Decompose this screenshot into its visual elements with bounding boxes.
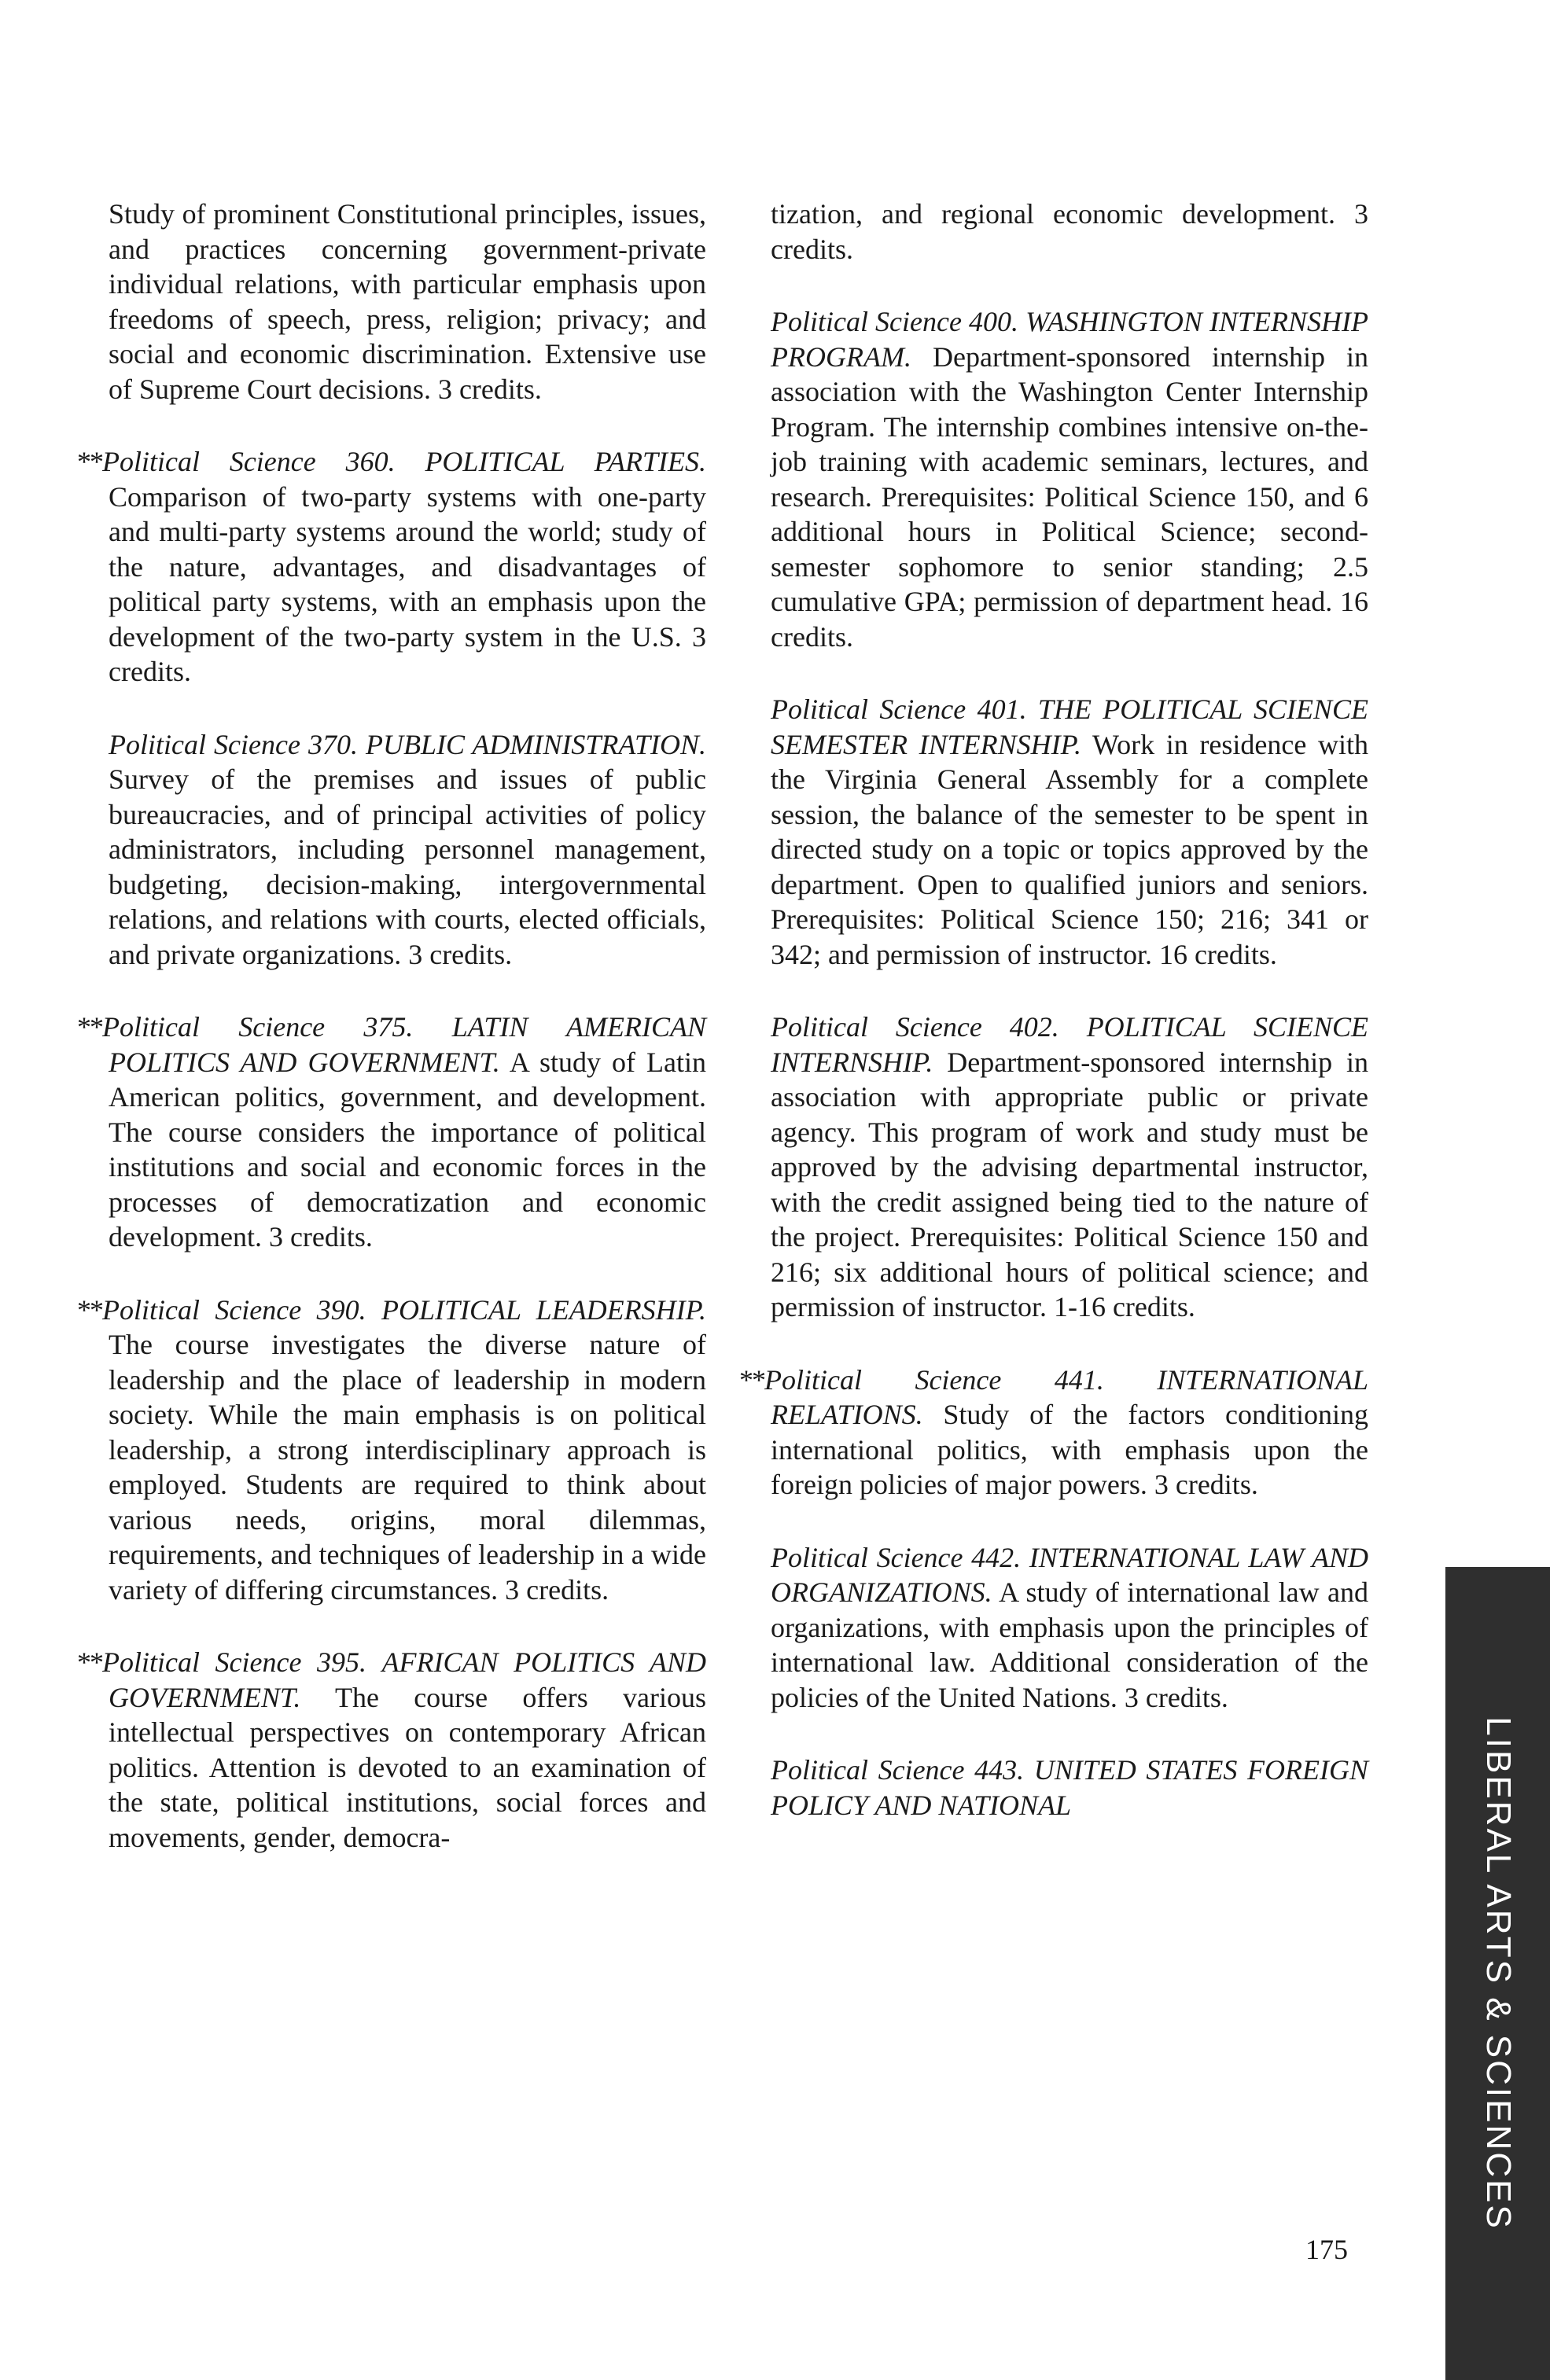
course-title: THE POLITICAL SCIENCE SEMESTER INTERNSHIP. bbox=[771, 693, 1368, 760]
course-title: POLITICAL PARTIES. bbox=[425, 446, 706, 477]
course-title: UNITED STATES FOREIGN POLICY AND NATIONAL bbox=[771, 1754, 1368, 1821]
course-entry-polisci-401 bbox=[771, 692, 1368, 972]
course-number: Political Science 402. bbox=[771, 1011, 1059, 1043]
course-title: WASHINGTON INTERNSHIP PROGRAM. bbox=[771, 306, 1368, 373]
starred-marker: ** bbox=[739, 1363, 764, 1396]
left-column bbox=[77, 197, 707, 1893]
starred-marker: ** bbox=[77, 1011, 102, 1043]
course-entry-polisci-402 bbox=[771, 1010, 1368, 1325]
course-number: Political Science 395. bbox=[102, 1646, 366, 1678]
course-title: LATIN AMERICAN POLITICS AND GOVERNMENT. bbox=[109, 1011, 706, 1078]
course-title: AFRICAN POLITICS AND GOVERNMENT. bbox=[109, 1646, 707, 1713]
course-number: Political Science 400. bbox=[771, 306, 1019, 337]
course-number: Political Science 441. bbox=[764, 1363, 1104, 1396]
course-entry-polisci-390 bbox=[77, 1293, 706, 1608]
course-title: POLITICAL LEADERSHIP. bbox=[381, 1293, 706, 1326]
entry-body: Comparison of two-party systems with one-party and multi-party systems around the world; study of the nature, advantages, and disadvantages of political party systems, with an emphasis upon the development of the two-party system in the U.S. 3 credits. bbox=[109, 480, 706, 687]
course-entry-continued bbox=[771, 197, 1368, 267]
course-entry-polisci-443 bbox=[771, 1753, 1368, 1823]
section-side-tab bbox=[1445, 1567, 1550, 2380]
entry-body: Study of prominent Constitutional principles, issues, and practices concerning government-private individual relations, with particular emphasis upon freedoms of speech, press, religion; privacy; and social and economic discrimination. Extensive use of Supreme Court decisions. 3 credits. bbox=[109, 198, 706, 405]
entry-body: tization, and regional economic development. 3 credits. bbox=[771, 198, 1368, 265]
entry-body: Department-sponsored internship in association with the Washington Center Internship Program. The internship combines intensive on-the-job training with academic seminars, lectures, and research. Prerequisites: Political Science 150, and 6 additional hours in Political Science; second-semester sophomore to senior standing; 2.5 cumulative GPA; permission of department head. 16 credits. bbox=[771, 340, 1369, 653]
course-entry-continued bbox=[109, 197, 706, 406]
course-number: Political Science 442. bbox=[771, 1541, 1022, 1573]
page-number: 175 bbox=[1305, 2234, 1348, 2265]
course-number: Political Science 443. bbox=[771, 1754, 1025, 1786]
course-number: Political Science 401. bbox=[771, 693, 1027, 725]
entry-body: A study of Latin American politics, government, and development. The course considers the importance of political institutions and social and economic forces in the processes of democratization and economic development. 3 credits. bbox=[109, 1046, 707, 1253]
entry-body: The course investigates the diverse nature of leadership and the place of leadership in modern society. While the main emphasis is on political leadership, a strong interdisciplinary approach is employed. Students are required to think about various needs, origins, moral dilemmas, requirements, and techniques of leadership in a wide variety of differing circumstances. 3 credits. bbox=[109, 1329, 706, 1606]
starred-marker: ** bbox=[77, 1646, 102, 1678]
entry-body: Department-sponsored internship in association with appropriate public or private agency. This program of work and study must be approved by the advising departmental instructor, with the credit assigned being tied to the nature of the project. Prerequisites: Political Science 150 and 216; six additional hours of political science; and permission of instructor. 1-16 credits. bbox=[771, 1046, 1369, 1322]
course-entry-polisci-375 bbox=[77, 1010, 707, 1255]
course-entry-polisci-360 bbox=[77, 444, 706, 690]
course-number: Political Science 360. bbox=[102, 446, 396, 477]
entry-body: A study of international law and organizations, with emphasis upon the principles of international law. Additional consideration of the policies of the United Nations. 3 credits. bbox=[771, 1576, 1369, 1713]
course-entry-polisci-400 bbox=[771, 304, 1368, 654]
course-number: Political Science 370. bbox=[109, 728, 358, 760]
course-entry-polisci-395 bbox=[77, 1645, 707, 1855]
course-entry-polisci-370 bbox=[109, 727, 706, 973]
course-title: INTERNATIONAL RELATIONS. bbox=[771, 1363, 1368, 1430]
course-title: INTERNATIONAL LAW AND ORGANIZATIONS. bbox=[771, 1541, 1368, 1608]
course-number: Political Science 375. bbox=[102, 1011, 414, 1043]
entry-body: Work in residence with the Virginia General Assembly for a complete session, the balance of the semester to be spent in directed study on a topic or topics approved by the department. Open to qualified juniors and seniors. Prerequisites: Political Science 150; 216; 341 or 342; and permission of instructor. 16 credits. bbox=[771, 728, 1368, 970]
entry-body: Survey of the premises and issues of public bureaucracies, and of principal activities of policy administrators, including personnel management, budgeting, decision-making, intergovernmental relations, and relations with courts, elected officials, and private organizations. 3 credits. bbox=[109, 763, 706, 970]
course-title: PUBLIC ADMINISTRATION. bbox=[365, 728, 707, 760]
course-number: Political Science 390. bbox=[102, 1293, 366, 1326]
side-tab-label: LIBERAL ARTS & SCIENCES bbox=[1478, 1716, 1518, 2231]
course-entry-polisci-441 bbox=[739, 1363, 1368, 1503]
starred-marker: ** bbox=[77, 1293, 102, 1326]
right-column bbox=[739, 197, 1369, 1860]
starred-marker: ** bbox=[77, 446, 102, 477]
course-entry-polisci-442 bbox=[771, 1540, 1368, 1716]
entry-body: The course offers various intellectual perspectives on contemporary African politics. Attention is devoted to an examination of the state, political institutions, social forces and movements, gender, democra- bbox=[109, 1681, 706, 1853]
entry-body: Study of the factors conditioning international politics, with emphasis upon the foreign policies of major powers. 3 credits. bbox=[771, 1399, 1368, 1500]
course-title: POLITICAL SCIENCE INTERNSHIP. bbox=[771, 1011, 1368, 1078]
